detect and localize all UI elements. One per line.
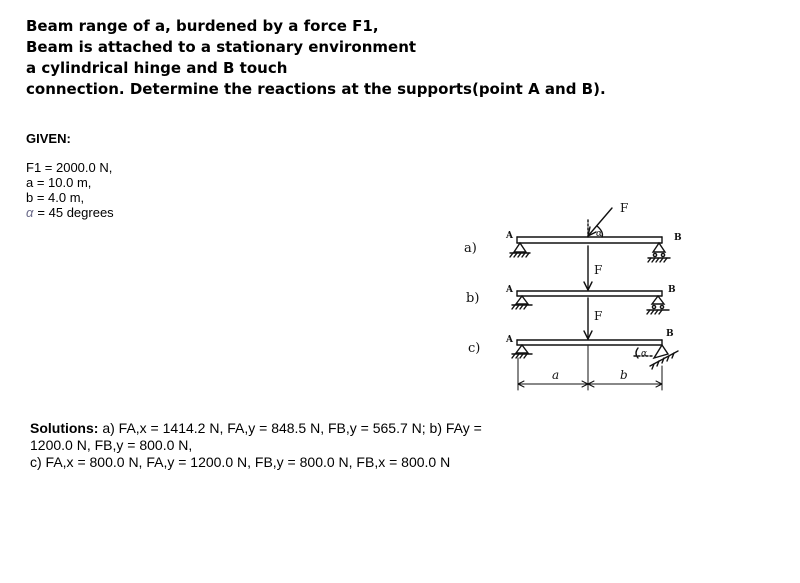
solutions-label: Solutions: — [30, 420, 99, 436]
dimension-label-b: b — [620, 368, 628, 382]
problem-line-2: Beam is attached to a stationary environment — [26, 38, 417, 56]
force-label-case-a: F — [620, 201, 629, 215]
problem-statement — [26, 16, 606, 100]
point-b-label-case-b: B — [668, 285, 676, 295]
force-label-case-b: F — [594, 263, 603, 277]
point-a-label-case-a: A — [506, 231, 513, 241]
problem-line-4: connection. Determine the reactions at the supports(point A and B). — [26, 80, 606, 98]
solutions-line-2: 1200.0 N, FB,y = 800.0 N, — [30, 437, 193, 453]
force-label-case-c: F — [594, 309, 603, 323]
vertical-force-arrow-b — [584, 246, 592, 290]
case-label-c: c) — [468, 341, 481, 356]
point-a-label-case-b: A — [506, 285, 513, 295]
pin-support-a-case-b — [512, 296, 532, 309]
angle-label-case-c: α — [641, 349, 648, 359]
alpha-symbol: α — [26, 205, 34, 220]
point-a-label-case-c: A — [506, 335, 513, 345]
case-label-b: b) — [466, 291, 480, 306]
given-list — [26, 160, 114, 220]
solutions-block — [30, 420, 570, 471]
roller-support-b-case-b — [647, 296, 669, 314]
angle-label-case-a: α — [596, 229, 603, 239]
dimension-label-a: a — [552, 368, 560, 382]
solutions-line-3: c) FA,x = 800.0 N, FA,y = 1200.0 N, FB,y = 800.0 N, FB,x = 800.0 N — [30, 454, 451, 470]
beam-b — [517, 291, 662, 296]
given-heading: GIVEN: — [26, 131, 71, 146]
vertical-force-arrow-c — [584, 298, 592, 339]
given-length-b: b = 4.0 m, — [26, 190, 85, 205]
point-b-label-case-a: B — [674, 233, 682, 243]
problem-line-3: a cylindrical hinge and B touch — [26, 59, 288, 77]
beam-sketch — [462, 196, 702, 396]
pin-support-a-case-c — [512, 345, 532, 358]
solutions-line-1 — [30, 420, 570, 437]
beam-a — [517, 237, 662, 243]
given-length-a: a = 10.0 m, — [26, 175, 92, 190]
pin-support-a-case-a — [510, 243, 530, 257]
point-b-label-case-c: B — [666, 329, 674, 339]
given-angle-value: = 45 degrees — [37, 205, 114, 220]
solutions-text-1: a) FA,x = 1414.2 N, FA,y = 848.5 N, FB,y = 565.7 N; b) FAy = — [98, 420, 482, 436]
case-label-a: a) — [464, 241, 477, 256]
beam-diagrams — [462, 196, 702, 396]
beam-c — [517, 340, 662, 345]
given-angle — [26, 205, 114, 220]
roller-support-b-case-a — [648, 243, 670, 262]
problem-line-1: Beam range of a, burdened by a force F1, — [26, 17, 379, 35]
given-force: F1 = 2000.0 N, — [26, 160, 113, 175]
